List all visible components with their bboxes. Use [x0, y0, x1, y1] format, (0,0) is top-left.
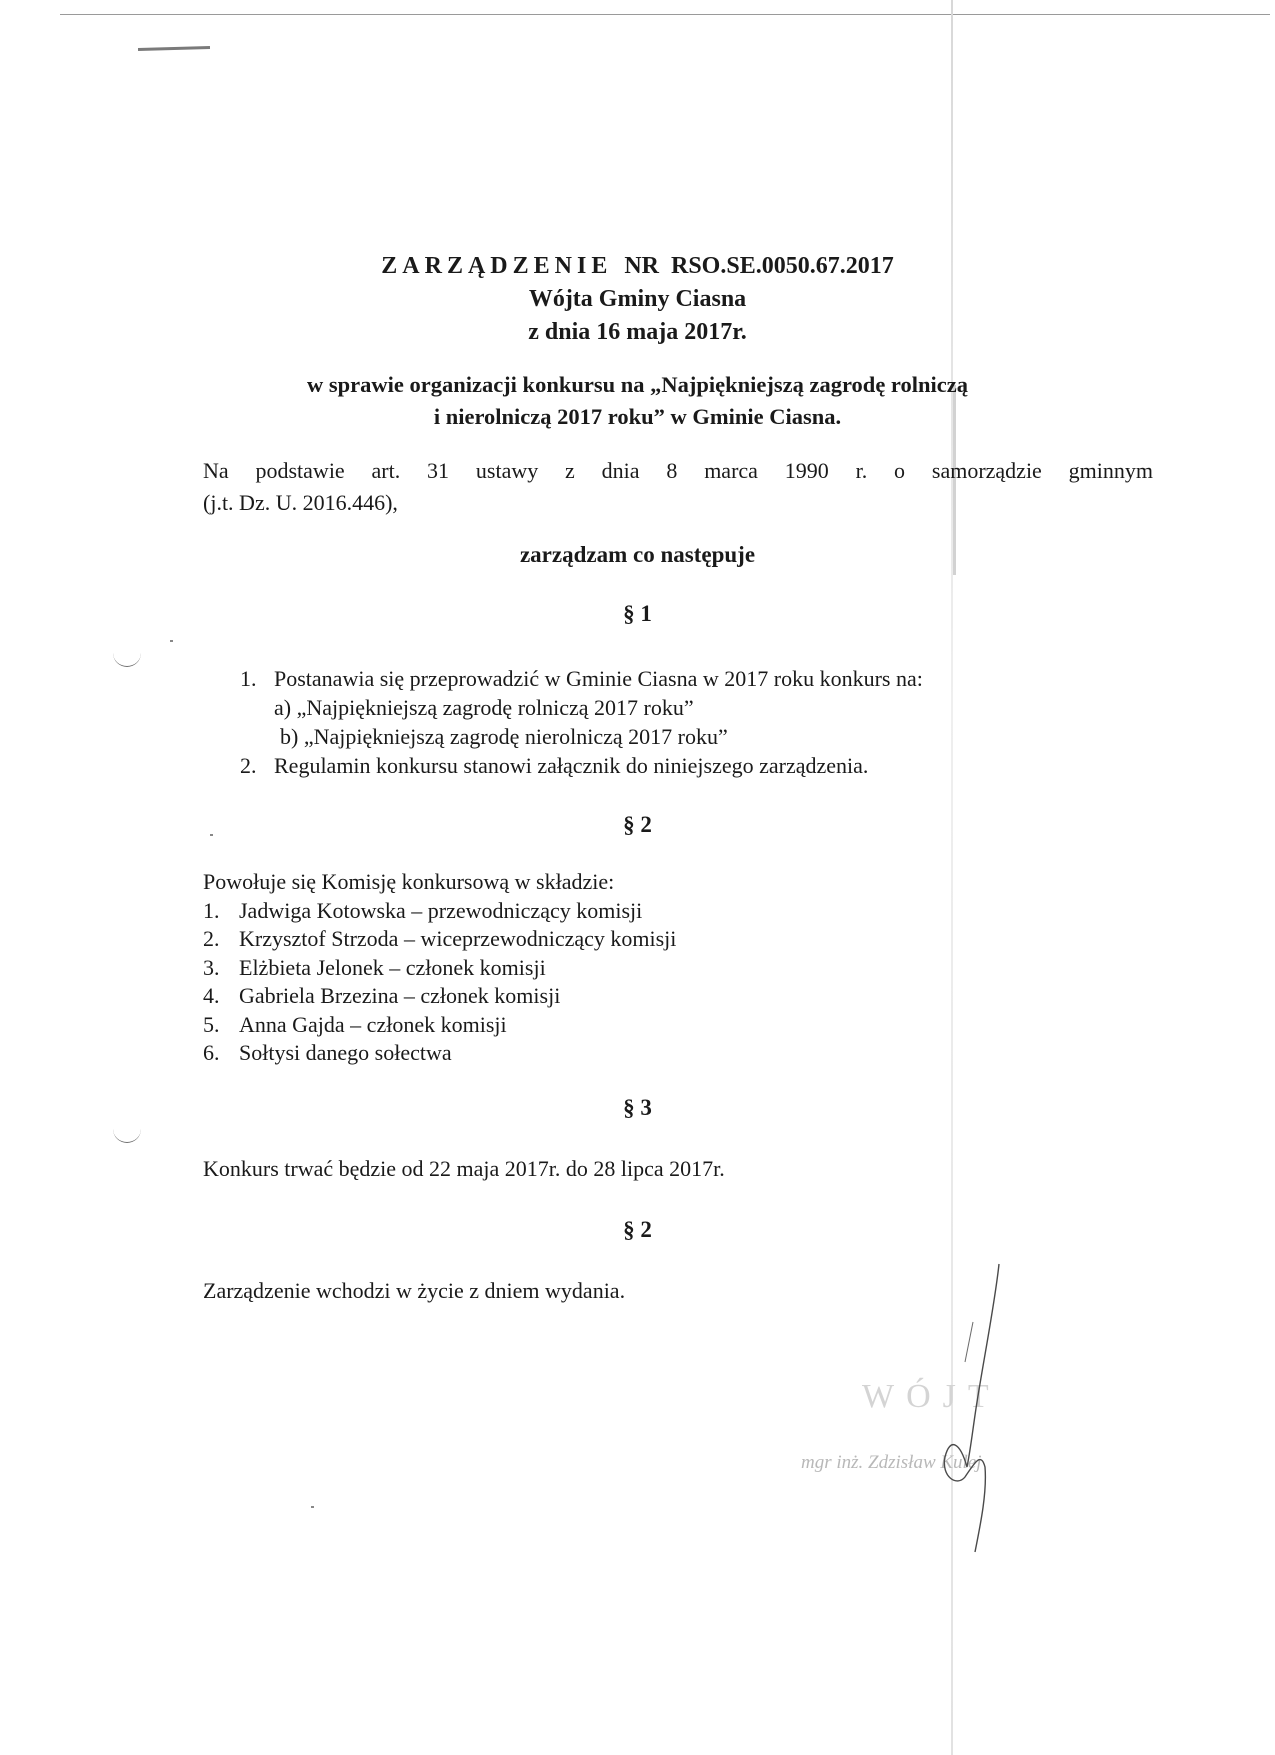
punch-hole-mark [113, 1128, 141, 1143]
item-text: b) „Najpiękniejszą zagrodę nierolniczą 2017 roku” [280, 724, 728, 749]
document-date: z dnia 16 maja 2017r. [528, 319, 747, 345]
item-number: 5. [203, 1011, 220, 1037]
section-4-heading: § 2 [623, 1217, 652, 1242]
subject-line-1: w sprawie organizacji konkursu na „Najpiękniejszą zagrodę rolniczą [306, 372, 969, 397]
list-item [203, 982, 676, 1011]
list-item [240, 751, 923, 780]
item-text: Elżbieta Jelonek – członek komisji [239, 954, 546, 980]
section-3-heading: § 3 [623, 1095, 652, 1120]
item-number: 3. [203, 954, 220, 980]
subject-line-2: i nierolniczą 2017 roku” w Gminie Ciasna. [433, 404, 842, 429]
item-number: 6. [203, 1040, 220, 1065]
item-number: 2. [203, 926, 220, 951]
legal-basis-line-2: (j.t. Dz. U. 2016.446), [203, 490, 398, 515]
title-number: RSO.SE.0050.67.2017 [671, 253, 894, 279]
item-text: Postanawia się przeprowadzić w Gminie Ciasna w 2017 roku konkurs na: [274, 666, 923, 691]
punch-hole-mark [113, 652, 141, 667]
contest-duration: Konkurs trwać będzie od 22 maja 2017r. do 28 lipca 2017r. [203, 1156, 725, 1181]
scan-speck [170, 640, 173, 642]
list-item [203, 1039, 676, 1068]
item-text: a) „Najpiękniejszą zagrodę rolniczą 2017 roku” [274, 695, 694, 720]
item-text: Gabriela Brzezina – członek komisji [239, 983, 561, 1008]
list-item [240, 664, 923, 693]
subject [0, 369, 1275, 433]
commission-list [203, 868, 676, 1068]
stamp-title: WÓJT [862, 1378, 1001, 1415]
legal-basis-line-1: Na podstawie art. 31 ustawy z dnia 8 marca 1990 r. o samorządzie gminnym [203, 458, 1153, 483]
item-number: 2. [240, 753, 257, 778]
section-1-list [240, 664, 923, 780]
commission-intro: Powołuje się Komisję konkursową w składzie: [203, 869, 615, 894]
list-item [203, 897, 676, 926]
title-nr: NR [624, 253, 659, 279]
item-number: 4. [203, 983, 220, 1008]
list-item [203, 1011, 676, 1040]
document-title [0, 250, 1275, 349]
section-2-heading: § 2 [623, 812, 652, 837]
list-item [203, 925, 676, 954]
issuer: Wójta Gminy Ciasna [528, 286, 747, 312]
stamp-name: mgr inż. Zdzisław Kulej [801, 1452, 982, 1473]
list-item [240, 693, 923, 722]
scan-edge-line [60, 14, 1270, 15]
decree-heading: zarządzam co następuje [519, 542, 756, 567]
effective-date-text: Zarządzenie wchodzi w życie z dniem wydania. [203, 1278, 626, 1303]
item-text: Regulamin konkursu stanowi załącznik do niniejszego zarządzenia. [274, 753, 869, 778]
legal-basis [203, 455, 1153, 519]
item-text: Krzysztof Strzoda – wiceprzewodniczący komisji [239, 926, 677, 951]
list-item [203, 954, 676, 983]
item-number: 1. [203, 897, 220, 923]
item-text: Sołtysi danego sołectwa [239, 1040, 452, 1065]
scan-speck [311, 1506, 314, 1508]
section-1-heading: § 1 [623, 601, 652, 626]
title-word: ZARZĄDZENIE [381, 253, 613, 279]
signature-icon [915, 1262, 1005, 1562]
item-text: Jadwiga Kotowska – przewodniczący komisji [239, 897, 643, 923]
scan-mark [138, 46, 210, 51]
item-number: 1. [240, 666, 257, 691]
list-item [240, 722, 923, 751]
item-text: Anna Gajda – członek komisji [239, 1011, 507, 1037]
